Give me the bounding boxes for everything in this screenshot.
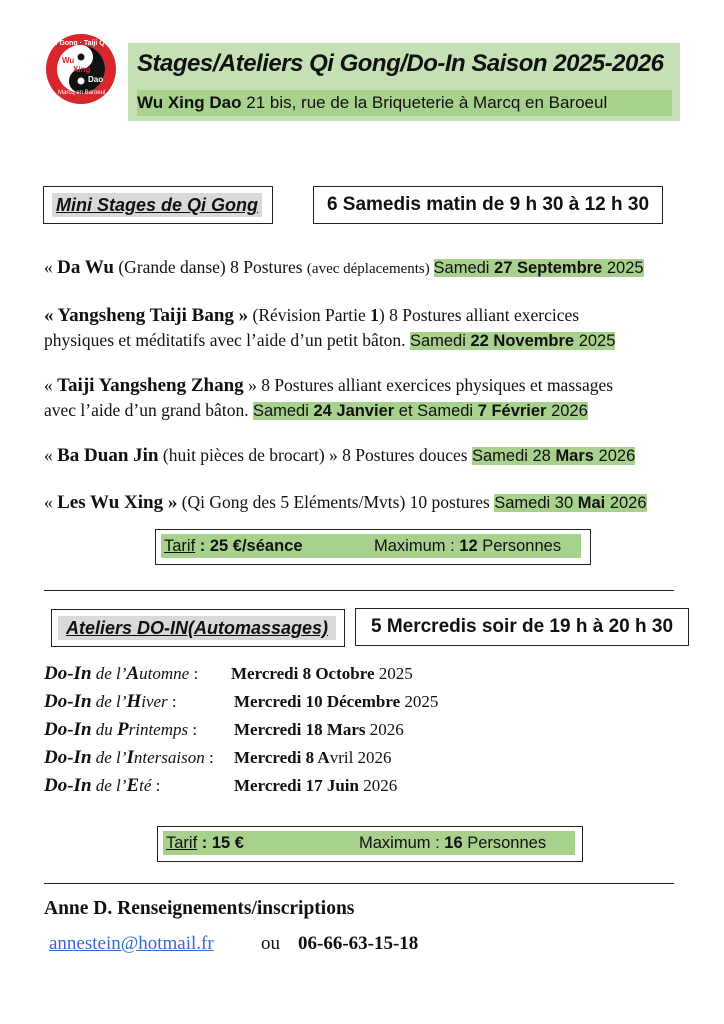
ateliers-heading-box [51, 609, 345, 647]
logo-text-bottom: Marcq en Baroeul [58, 90, 106, 96]
stage-date: Samedi 22 Novembre 2025 [409, 332, 616, 350]
org-name: Wu Xing Dao [137, 93, 242, 112]
atelier-item-ete: Do-In de l’Eté : Mercredi 17 Juin 2026 [44, 775, 398, 796]
divider [44, 590, 674, 591]
logo-text-top: Qi Gong · Taiji Quan [50, 40, 118, 47]
divider [44, 883, 674, 884]
mini-stages-tarif-box [155, 529, 591, 565]
mini-stages-tarif: Tarif : 25 €/séance Maximum : 12 Personnes [161, 534, 581, 558]
max-participants: 12 [459, 537, 478, 555]
contact-title: Anne D. Renseignements/inscriptions [44, 898, 355, 919]
stage-date: Samedi 24 Janvier et Samedi 7 Février 2026 [252, 402, 588, 420]
stage-date: Samedi 28 Mars 2026 [471, 447, 636, 465]
tarif-value: : 15 € [197, 834, 244, 852]
mini-stages-schedule: 6 Samedis matin de 9 h 30 à 12 h 30 [313, 186, 663, 224]
tarif-label: Tarif [164, 537, 196, 555]
stage-name: Les Wu Xing » [57, 492, 178, 513]
stage-item-da-wu: « Da Wu (Grande danse) 8 Postures (avec déplacements) Samedi 27 Septembre 2025 [44, 257, 644, 278]
atelier-item-intersaison: Do-In de l’Intersaison : Mercredi 8 Avril 2026 [44, 747, 392, 768]
atelier-item-hiver: Do-In de l’Hiver : Mercredi 10 Décembre 2025 [44, 691, 439, 712]
mini-stages-heading: Mini Stages de Qi Gong [52, 193, 262, 217]
atelier-item-printemps: Do-In du Printemps : Mercredi 18 Mars 2026 [44, 719, 404, 740]
or-text: ou [261, 933, 280, 954]
stage-name: Ba Duan Jin [57, 445, 159, 466]
ateliers-schedule: 5 Mercredis soir de 19 h à 20 h 30 [355, 608, 689, 646]
stage-name: Da Wu [57, 257, 114, 278]
header-address [137, 90, 672, 116]
stage-date: Samedi 30 Mai 2026 [494, 494, 647, 512]
tarif-value: : 25 €/séance [195, 537, 303, 555]
page-title: Stages/Ateliers Qi Gong/Do-In Saison 2025-2026 [137, 50, 664, 77]
stage-name: Taiji Yangsheng Zhang [57, 375, 244, 396]
max-participants: 16 [444, 834, 463, 852]
address: 21 bis, rue de la Briqueterie à Marcq en Baroeul [241, 93, 608, 112]
stage-date: Samedi 27 Septembre 2025 [433, 259, 644, 277]
logo [44, 32, 118, 106]
ateliers-tarif-box [157, 826, 583, 862]
ateliers-tarif: Tarif : 15 € Maximum : 16 Personnes [163, 831, 575, 855]
ateliers-heading: Ateliers DO-IN(Automassages) [58, 616, 336, 640]
atelier-item-automne: Do-In de l’Automne : Mercredi 8 Octobre 2025 [44, 663, 413, 684]
email-link[interactable]: annestein@hotmail.fr [49, 933, 214, 954]
tarif-label: Tarif [166, 834, 198, 852]
stage-item-wu-xing: « Les Wu Xing » (Qi Gong des 5 Eléments/Mvts) 10 postures Samedi 30 Mai 2026 [44, 492, 647, 513]
stage-item-taiji-yangsheng-zhang: « Taiji Yangsheng Zhang » 8 Postures alliant exercices physiques et massages avec l’aide d’un grand bâton. Samedi 24 Janvier et Samedi 7 Février 2026 [44, 375, 614, 420]
mini-stages-heading-box [43, 186, 273, 224]
stage-item-ba-duan-jin: « Ba Duan Jin (huit pièces de brocart) » 8 Postures douces Samedi 28 Mars 2026 [44, 445, 636, 466]
stage-item-yangsheng-taiji-bang: « Yangsheng Taiji Bang » (Révision Partie 1) 8 Postures alliant exercices physiques et méditatifs avec l’aide d’un petit bâton. Samedi 22 Novembre 2025 [44, 305, 616, 350]
contact-name: Anne D [44, 898, 108, 919]
phone-number: 06-66-63-15-18 [298, 933, 419, 954]
logo-center-3: Dao [88, 75, 104, 84]
logo-center-1: Wu [62, 56, 75, 65]
logo-center-2: Xing [73, 65, 91, 74]
stage-name: « Yangsheng Taiji Bang » [44, 305, 249, 326]
